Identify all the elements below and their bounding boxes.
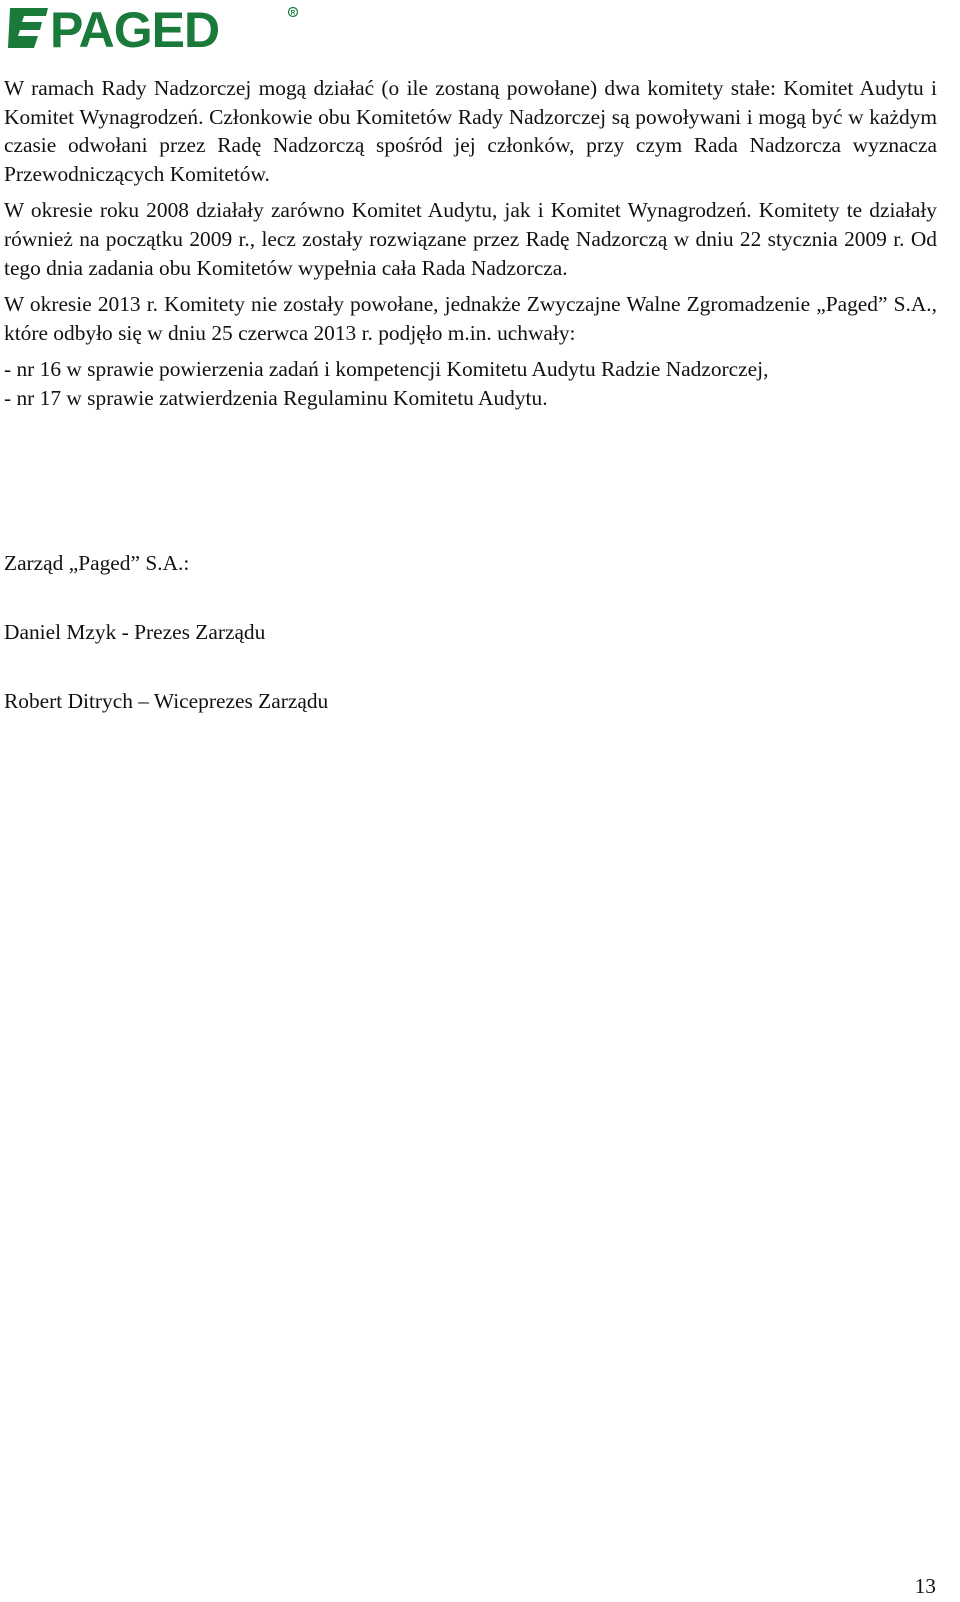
resolutions-list <box>4 355 937 412</box>
svg-text:R: R <box>290 9 296 17</box>
list-item: - nr 16 w sprawie powierzenia zadań i kompetencji Komitetu Audytu Radzie Nadzorczej, <box>4 357 769 382</box>
paged-logo <box>8 4 298 52</box>
document-body <box>4 74 937 413</box>
paragraph-2008: W okresie roku 2008 działały zarówno Komitet Audytu, jak i Komitet Wynagrodzeń. Komitety te działały również na początku 2009 r., lecz zostały rozwiązane przez Radę Nadzorczą w dniu 22 stycznia 2009 r. Od tego dnia zadania obu Komitetów wypełnia cała Rada Nadzorcza. <box>4 198 937 280</box>
signature-vice-president: Robert Ditrych – Wiceprezes Zarządu <box>4 689 329 713</box>
paged-logo-mark <box>8 4 298 52</box>
list-item: - nr 17 w sprawie zatwierdzenia Regulaminu Komitetu Audytu. <box>4 385 548 410</box>
paragraph-2013: W okresie 2013 r. Komitety nie zostały powołane, jednakże Zwyczajne Walne Zgromadzenie „Paged” S.A., które odbyło się w dniu 25 czerwca 2013 r. podjęło m.in. uchwały: <box>4 292 937 345</box>
board-label: Zarząd „Paged” S.A.: <box>4 551 190 575</box>
paragraph-committees: W ramach Rady Nadzorczej mogą działać (o ile zostaną powołane) dwa komitety stałe: Komitet Audytu i Komitet Wynagrodzeń. Członkowie obu Komitetów Rady Nadzorczej są powoływani i mogą być w każdym czasie odwołani przez Radę Nadzorczą spośród jej członków, przy czym Rada Nadzorcza wyznacza Przewodniczących Komitetów. <box>4 76 937 186</box>
logo-wordmark: PAGED <box>50 4 220 52</box>
signature-president: Daniel Mzyk - Prezes Zarządu <box>4 620 266 644</box>
page-number: 13 <box>914 1574 936 1598</box>
